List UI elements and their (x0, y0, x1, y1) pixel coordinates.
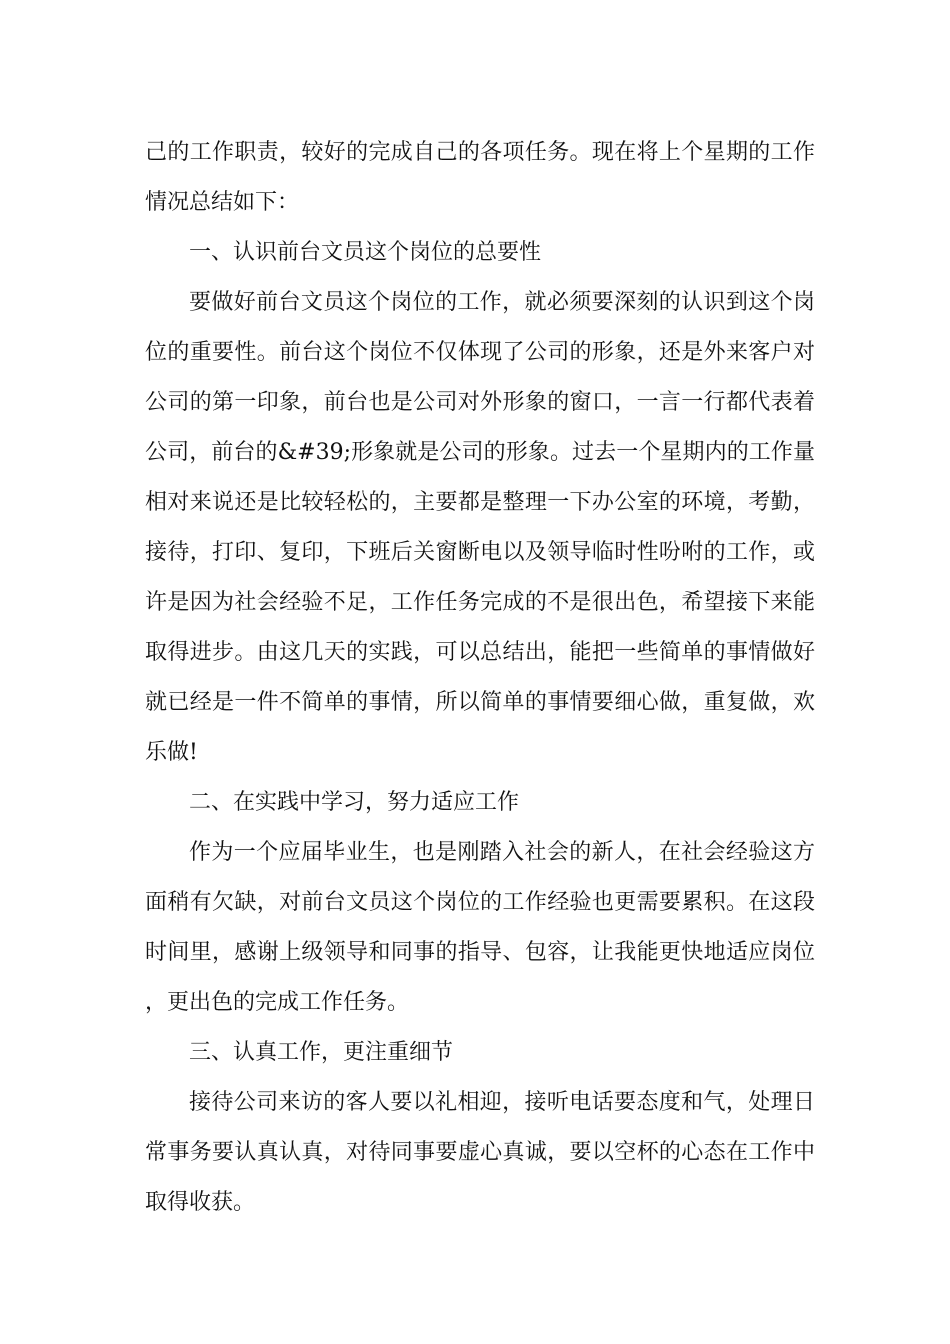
paragraph-section-3: 接待公司来访的客人要以礼相迎，接听电话要态度和气，处理日常事务要认真认真，对待同事要虚心真诚，要以空杯的心态在工作中取得收获。 (145, 1090, 815, 1215)
section-heading-2: 二、在实践中学习，努力适应工作 (189, 790, 520, 815)
paragraph-intro: 己的工作职责，较好的完成自己的各项任务。现在将上个星期的工作情况总结如下： (145, 140, 815, 215)
section-heading-1: 一、认识前台文员这个岗位的总要性 (189, 240, 542, 265)
paragraph-section-2: 作为一个应届毕业生，也是刚踏入社会的新人，在社会经验这方面稍有欠缺，对前台文员这个岗位的工作经验也更需要累积。在这段时间里，感谢上级领导和同事的指导、包容，让我能更快地适应岗位，更出色的完成工作任务。 (145, 840, 815, 1015)
document-body (145, 128, 815, 1228)
section-heading-3: 三、认真工作，更注重细节 (189, 1040, 454, 1065)
paragraph-section-1: 要做好前台文员这个岗位的工作，就必须要深刻的认识到这个岗位的重要性。前台这个岗位不仅体现了公司的形象，还是外来客户对公司的第一印象，前台也是公司对外形象的窗口，一言一行都代表着公司，前台的&#39;形象就是公司的形象。过去一个星期内的工作量相对来说还是比较轻松的，主要都是整理一下办公室的环境，考勤，接待，打印、复印，下班后关窗断电以及领导临时性吩咐的工作，或许是因为社会经验不足，工作任务完成的不是很出色，希望接下来能取得进步。由这几天的实践，可以总结出，能把一些简单的事情做好就已经是一件不简单的事情，所以简单的事情要细心做，重复做，欢乐做! (145, 290, 815, 765)
